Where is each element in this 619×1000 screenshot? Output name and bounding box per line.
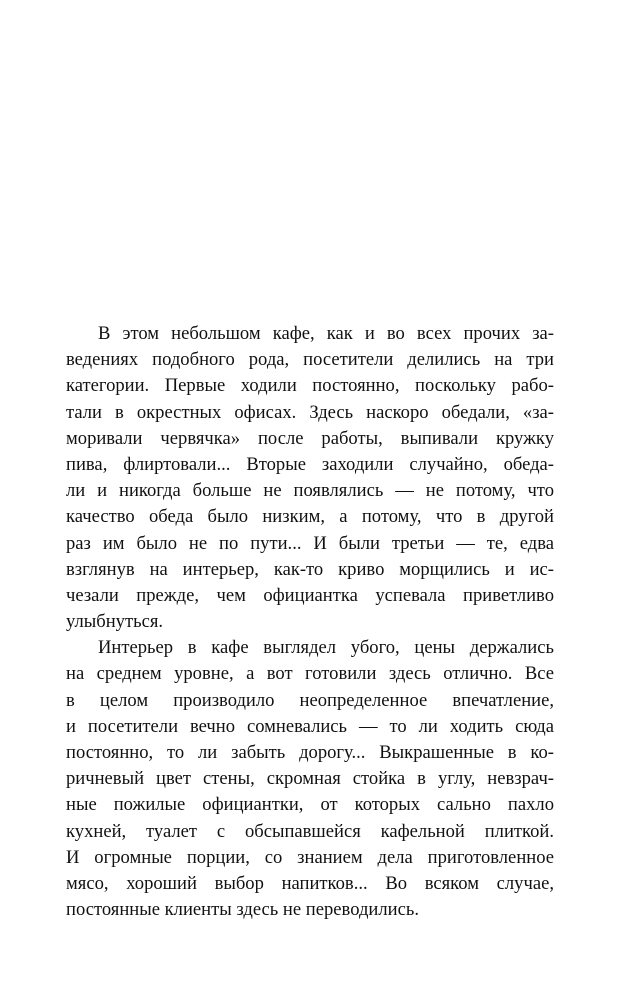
paragraph-2-line-6: ричневый цвет стены, скромная стойка в углу, невзрач- xyxy=(66,768,554,790)
paragraph-1-line-1: В этом небольшом кафе, как и во всех прочих за- xyxy=(98,323,554,344)
paragraph-1-line-4: тали в окрестных офисах. Здесь наскоро обедали, «за- xyxy=(66,401,554,423)
paragraph-1-line-9: раз им было не по пути... И были третьи — те, едва xyxy=(66,532,554,554)
paragraph-1-line-2: ведениях подобного рода, посетители делились на три xyxy=(66,349,554,371)
paragraph-2-line-10: мясо, хороший выбор напитков... Во всяком случае, xyxy=(66,872,554,894)
paragraph-2-line-2: на среднем уровне, а вот готовили здесь отлично. Все xyxy=(66,663,554,685)
paragraph-1-line-3: категории. Первые ходили постоянно, поскольку рабо- xyxy=(66,375,554,397)
paragraph-1-line-10: взглянув на интерьер, как-то криво морщились и ис- xyxy=(66,558,554,580)
paragraph-1-line-8: качество обеда было низким, а потому, что в другой xyxy=(66,506,554,528)
paragraph-2-line-8: кухней, туалет с обсыпавшейся кафельной плиткой. xyxy=(66,820,554,842)
paragraph-2-line-11: постоянные клиенты здесь не переводились. xyxy=(66,899,419,921)
paragraph-1-line-6: пива, флиртовали... Вторые заходили случайно, обеда- xyxy=(66,453,554,475)
body-text xyxy=(66,321,554,923)
paragraph-1-line-7: ли и никогда больше не появлялись — не потому, что xyxy=(66,480,554,502)
paragraph-2-line-4: и посетители вечно сомневались — то ли ходить сюда xyxy=(66,715,554,737)
paragraph-2-line-9: И огромные порции, со знанием дела приготовленное xyxy=(66,846,554,868)
paragraph-2-line-3: в целом производило неопределенное впечатление, xyxy=(66,689,554,711)
paragraph-1-line-11: чезали прежде, чем официантка успевала приветливо xyxy=(66,584,554,606)
paragraph-1-line-12: улыбнуться. xyxy=(66,611,164,633)
paragraph-2-line-5: постоянно, то ли забыть дорогу... Выкрашенные в ко- xyxy=(66,742,554,763)
paragraph-2-line-7: ные пожилые официантки, от которых сально пахло xyxy=(66,794,554,816)
paragraph-1-line-5: моривали червячка» после работы, выпивали кружку xyxy=(66,427,554,449)
paragraph-2-line-1: Интерьер в кафе выглядел убого, цены держались xyxy=(98,637,554,659)
